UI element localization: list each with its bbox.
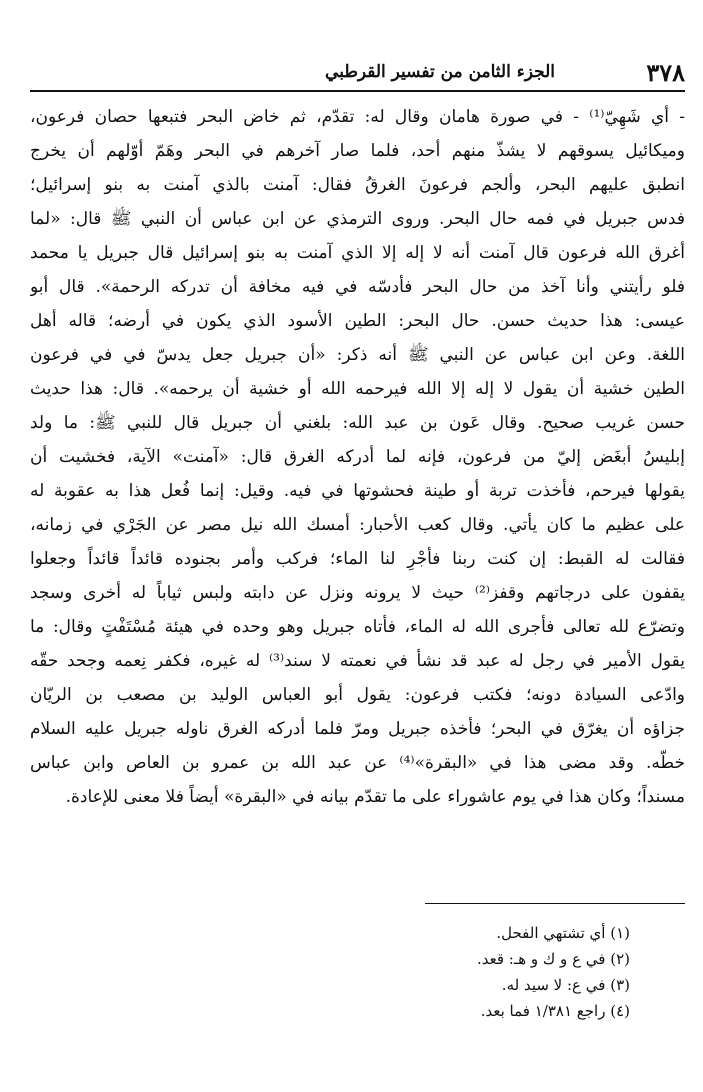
- text-line: وادّعى السيادة دونه؛ فكتب فرعون: يقول أبو العباس الوليد بن مصعب بن الريّان: [30, 685, 685, 705]
- text-line: - أي شَهِيّ⁽¹⁾ - في صورة هامان وقال له: تقدّم، ثم خاض البحر فتبعها حصان فرعون،: [30, 107, 685, 127]
- text-line: مسنداً؛ وكان هذا في يوم عاشوراء على ما تقدّم بيانه في «البقرة» أيضاً فلا معنى للإعادة.: [65, 787, 685, 807]
- page-number: ٣٧٨: [646, 58, 685, 87]
- text-line: وتضرّع لله تعالى فأجرى الله له الماء، فأتاه جبريل وهو وحده في هيئة مُسْتَفْتٍ وقال: ما: [30, 617, 685, 637]
- text-line: حسن غريب صحيح. وقال عَون بن عبد الله: بلغني أن جبريل قال للنبي ﷺ: ما ولد: [30, 413, 685, 433]
- text-line: جزاؤه أن يغرّق في البحر؛ فأخذه جبريل ومرّ فلما أدركه الغرق ناوله جبريل عليه السلام: [30, 719, 685, 739]
- text-line: عيسى: هذا حديث حسن. حال البحر: الطين الأسود الذي يكون في أرضه؛ قاله أهل: [30, 311, 685, 331]
- text-line: خطّه. وقد مضى هذا في «البقرة»⁽⁴⁾ عن عبد الله بن عمرو بن العاص وابن عباس: [30, 753, 685, 773]
- text-line: انطبق عليهم البحر، وألجم فرعونَ الغرقُ فقال: آمنت بالذي آمنت به بنو إسرائيل؛: [30, 175, 685, 195]
- main-text: [30, 100, 685, 814]
- page-header: [30, 52, 685, 92]
- text-line: اللغة. وعن ابن عباس عن النبي ﷺ أنه ذكر: «أن جبريل جعل يدسّ في في فرعون: [30, 345, 685, 365]
- text-line: يقفون على درجاتهم وقفز⁽²⁾ حيث لا يرونه ونزل عن دابته ولبس ثياباً له أخرى وسجد: [30, 583, 685, 603]
- footnotes: [30, 920, 685, 1024]
- footnote-rule: [425, 903, 685, 904]
- text-line: فلو رأيتني وأنا آخذ من حال البحر فأدسّه في فيه مخافة أن تدركه الرحمة». قال أبو: [30, 277, 685, 297]
- text-line: أغرق الله فرعون قال آمنت أنه لا إله إلا الذي آمنت به بنو إسرائيل قال جبريل يا محمد: [30, 243, 685, 263]
- text-line: فقالت له القبط: إن كنت ربنا فأجْرِ لنا الماء؛ فركب وأمر بجنوده قائداً قائداً وجعلوا: [30, 549, 685, 569]
- running-title: الجزء الثامن من تفسير القرطبي: [325, 62, 555, 82]
- footnote-3: (٣) في ع: لا سيد له.: [501, 976, 630, 994]
- footnote-4: (٤) راجع ١/٣٨١ فما بعد.: [480, 1002, 630, 1020]
- footnote-1: (١) أي تشتهي الفحل.: [496, 924, 630, 942]
- text-line: يقولها فيرحم، فأخذت تربة أو طينة فحشوتها في فيه. وقيل: إنما فُعل هذا به عقوبة له: [30, 481, 685, 501]
- text-line: إبليسُ أبغَض إليّ من فرعون، فإنه لما أدركه الغرق قال: «آمنت» الآية، فخشيت أن: [30, 447, 685, 467]
- footnote-2: (٢) في ع و ك و هـ: قعد.: [476, 950, 630, 968]
- text-line: على عظيم ما كان يأتي. وقال كعب الأحبار: أمسك الله نيل مصر عن الجَرْي في زمانه،: [30, 515, 685, 535]
- text-line: فدس جبريل في فمه حال البحر. وروى الترمذي عن ابن عباس أن النبي ﷺ قال: «لما: [30, 209, 685, 229]
- header-rule: [30, 90, 685, 92]
- text-line: وميكائيل يسوقهم لا يشذّ منهم أحد، فلما صار آخرهم في البحر وهَمّ أوّلهم أن يخرج: [30, 141, 685, 161]
- text-line: الطين خشية أن يقول لا إله إلا الله فيرحمه الله أو خشية أن يرحمه». قال: هذا حديث: [30, 379, 685, 399]
- text-line: يقول الأمير في رجل له عبد قد نشأ في نعمته لا سند⁽³⁾ له غيره، فكفر نِعمه وجحد حقّه: [30, 651, 685, 671]
